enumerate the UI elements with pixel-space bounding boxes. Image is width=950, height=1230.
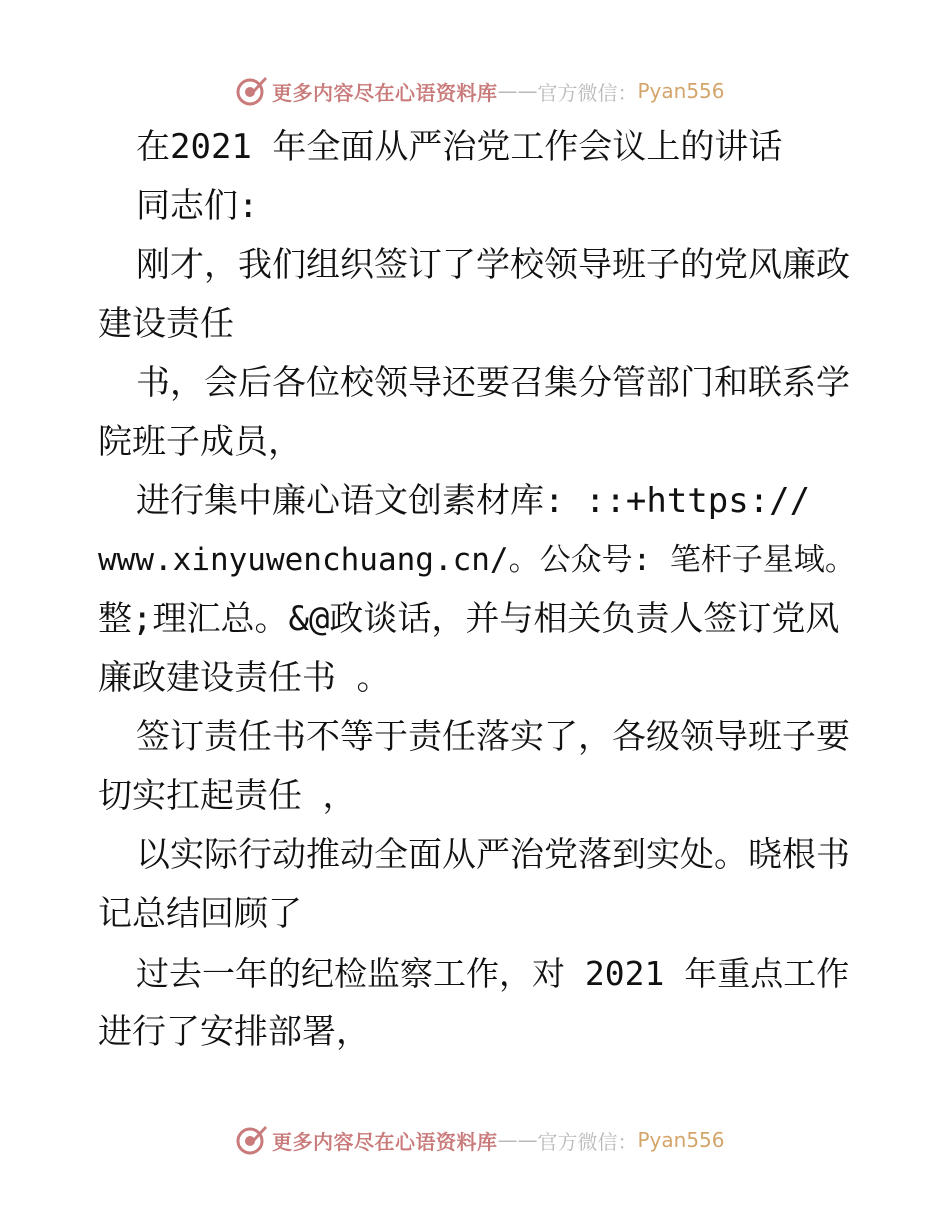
text-line: 整;理汇总。&@政谈话，并与相关负责人签订党风	[98, 599, 840, 639]
watermark-wechat-id: Pyan556	[637, 79, 725, 103]
text-line: 切实扛起责任 ，	[98, 776, 357, 816]
document-body	[98, 118, 858, 1062]
footer-watermark	[234, 1122, 725, 1158]
watermark-text: 更多内容尽在心语资料库	[272, 80, 498, 105]
text-line: 进行集中廉心语文创素材库: ::+https://	[136, 481, 811, 521]
text-line: 书，会后各位校领导还要召集分管部门和联系学	[136, 363, 850, 403]
text-line: 同志们:	[136, 186, 259, 226]
text-line: 记总结回顾了	[98, 894, 302, 934]
text-line: 以实际行动推动全面从严治党落到实处。晓根书	[136, 835, 850, 875]
text-line: 刚才，我们组织签订了学校领导班子的党风廉政	[136, 245, 850, 285]
text-line: 过去一年的纪检监察工作，对 2021 年重点工作	[136, 954, 850, 993]
header-watermark	[234, 73, 725, 109]
text-line: 廉政建设责任书 。	[98, 658, 391, 698]
text-line: 在2021 年全面从严治党工作会议上的讲话	[136, 127, 783, 167]
brush-circle-logo-icon	[234, 74, 268, 108]
watermark-separator: ——	[497, 79, 538, 103]
watermark-official-label: 官方微信：	[537, 1129, 638, 1154]
text-line: 建设责任	[98, 304, 234, 344]
watermark-separator: ——	[497, 1128, 538, 1152]
text-line: www.xinyuwenchuang.cn/。公众号: 笔杆子星域。	[98, 542, 856, 578]
watermark-wechat-id: Pyan556	[637, 1128, 725, 1152]
brush-circle-logo-icon	[234, 1123, 268, 1157]
watermark-official-label: 官方微信：	[537, 80, 638, 105]
text-line: 进行了安排部署，	[98, 1012, 370, 1052]
text-line: 签订责任书不等于责任落实了，各级领导班子要	[136, 717, 850, 757]
watermark-text: 更多内容尽在心语资料库	[272, 1129, 498, 1154]
text-line: 院班子成员，	[98, 422, 302, 462]
